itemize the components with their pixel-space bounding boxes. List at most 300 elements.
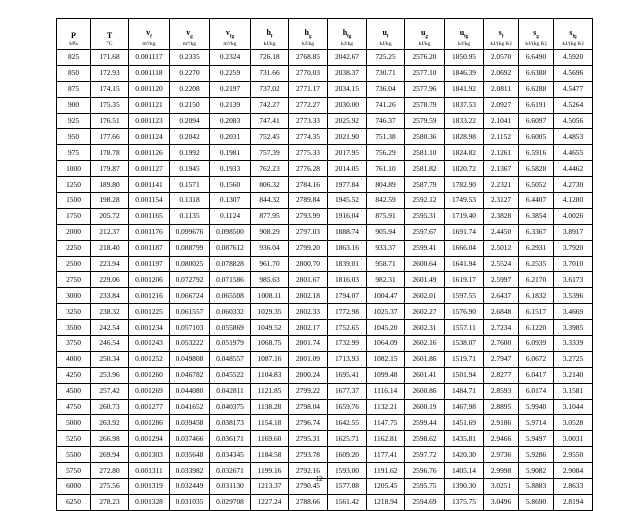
table-cell: 2.0692 bbox=[484, 65, 519, 81]
table-cell: 0.001286 bbox=[129, 415, 170, 431]
table-row bbox=[57, 240, 593, 256]
table-cell: 0.041652 bbox=[170, 399, 210, 415]
table-cell: 0.1571 bbox=[170, 177, 210, 193]
table-cell: 0.098500 bbox=[210, 224, 251, 240]
table-row bbox=[57, 304, 593, 320]
table-cell: 2799.20 bbox=[289, 240, 328, 256]
table-cell: 2.8895 bbox=[484, 399, 519, 415]
table-cell: 2.1367 bbox=[484, 161, 519, 177]
table-cell: 3.0251 bbox=[484, 479, 519, 495]
column-symbol: s bbox=[498, 28, 502, 38]
table-cell: 6.1832 bbox=[519, 288, 554, 304]
column-header bbox=[91, 19, 129, 41]
table-row bbox=[57, 320, 593, 336]
table-cell: 0.034345 bbox=[210, 447, 251, 463]
table-cell: 2771.17 bbox=[289, 81, 328, 97]
table-cell: 0.031035 bbox=[170, 494, 210, 510]
table-cell: 5.9286 bbox=[519, 447, 554, 463]
table-cell: 269.94 bbox=[91, 447, 129, 463]
table-cell: 2581.82 bbox=[405, 161, 445, 177]
table-cell: 2.9466 bbox=[484, 431, 519, 447]
table-cell: 0.001117 bbox=[129, 50, 170, 66]
table-cell: 275.56 bbox=[91, 479, 129, 495]
table-cell: 6000 bbox=[57, 479, 91, 495]
table-cell: 1659.76 bbox=[328, 399, 367, 415]
table-cell: 1576.90 bbox=[445, 304, 484, 320]
table-cell: 1749.53 bbox=[445, 193, 484, 209]
table-cell: 2.3828 bbox=[484, 208, 519, 224]
table-cell: 2000 bbox=[57, 224, 91, 240]
table-cell: 2600.64 bbox=[405, 256, 445, 272]
table-cell: 1713.93 bbox=[328, 351, 367, 367]
table-cell: 2.2321 bbox=[484, 177, 519, 193]
table-cell: 175.35 bbox=[91, 97, 129, 113]
table-cell: 6.1220 bbox=[519, 320, 554, 336]
table-cell: 1082.15 bbox=[367, 351, 405, 367]
table-cell: 6.3854 bbox=[519, 208, 554, 224]
table-row bbox=[57, 336, 593, 352]
table-cell: 3.3339 bbox=[554, 336, 593, 352]
table-cell: 0.001197 bbox=[129, 256, 170, 272]
table-cell: 6.6288 bbox=[519, 81, 554, 97]
table-cell: 1782.90 bbox=[445, 177, 484, 193]
column-symbol: h bbox=[304, 28, 309, 38]
table-cell: 260.73 bbox=[91, 399, 129, 415]
table-cell: 2802.18 bbox=[289, 288, 328, 304]
table-cell: 1945.52 bbox=[328, 193, 367, 209]
table-cell: 950 bbox=[57, 129, 91, 145]
table-cell: 2788.66 bbox=[289, 494, 328, 510]
table-cell: 0.057103 bbox=[170, 320, 210, 336]
table-cell: 0.060332 bbox=[210, 304, 251, 320]
column-unit: kJ/(kg K) bbox=[519, 40, 554, 50]
table-cell: 0.001154 bbox=[129, 193, 170, 209]
table-cell: 2.5997 bbox=[484, 272, 519, 288]
column-symbol: s bbox=[569, 28, 573, 38]
table-cell: 1846.39 bbox=[445, 65, 484, 81]
table-cell: 0.037466 bbox=[170, 431, 210, 447]
table-cell: 0.065508 bbox=[210, 288, 251, 304]
table-cell: 2587.79 bbox=[405, 177, 445, 193]
table-cell: 1850.95 bbox=[445, 50, 484, 66]
table-cell: 6.0939 bbox=[519, 336, 554, 352]
table-cell: 2602.27 bbox=[405, 304, 445, 320]
table-cell: 2772.27 bbox=[289, 97, 328, 113]
column-symbol: h bbox=[266, 28, 271, 38]
table-cell: 751.38 bbox=[367, 129, 405, 145]
table-cell: 2797.03 bbox=[289, 224, 328, 240]
table-cell: 2030.00 bbox=[328, 97, 367, 113]
table-cell: 1008.11 bbox=[251, 288, 289, 304]
table-cell: 1420.30 bbox=[445, 447, 484, 463]
table-cell: 0.1560 bbox=[210, 177, 251, 193]
table-row bbox=[57, 383, 593, 399]
table-cell: 2.8633 bbox=[554, 479, 593, 495]
table-cell: 4.0026 bbox=[554, 208, 593, 224]
table-cell: 6.6191 bbox=[519, 97, 554, 113]
column-symbol: u bbox=[382, 28, 387, 38]
table-cell: 1375.75 bbox=[445, 494, 484, 510]
table-cell: 1839.01 bbox=[328, 256, 367, 272]
table-cell: 1169.60 bbox=[251, 431, 289, 447]
table-cell: 5250 bbox=[57, 431, 91, 447]
table-cell: 2802.33 bbox=[289, 304, 328, 320]
table-cell: 1557.11 bbox=[445, 320, 484, 336]
table-cell: 2793.99 bbox=[289, 208, 328, 224]
table-cell: 4000 bbox=[57, 351, 91, 367]
table-cell: 4500 bbox=[57, 383, 91, 399]
column-unit: kJ/kg bbox=[405, 40, 445, 50]
table-cell: 2600.86 bbox=[405, 383, 445, 399]
table-cell: 5.8690 bbox=[519, 494, 554, 510]
column-header bbox=[484, 19, 519, 41]
table-cell: 762.23 bbox=[251, 161, 289, 177]
table-cell: 6.0672 bbox=[519, 351, 554, 367]
column-symbol: v bbox=[225, 28, 230, 38]
table-cell: 1772.98 bbox=[328, 304, 367, 320]
table-cell: 1619.17 bbox=[445, 272, 484, 288]
table-cell: 1577.08 bbox=[328, 479, 367, 495]
table-cell: 756.29 bbox=[367, 145, 405, 161]
table-cell: 905.94 bbox=[367, 224, 405, 240]
table-cell: 178.78 bbox=[91, 145, 129, 161]
column-header bbox=[289, 19, 328, 41]
table-cell: 804.89 bbox=[367, 177, 405, 193]
table-cell: 257.42 bbox=[91, 383, 129, 399]
table-cell: 5.9497 bbox=[519, 431, 554, 447]
table-cell: 0.032671 bbox=[210, 463, 251, 479]
table-cell: 3.8917 bbox=[554, 224, 593, 240]
table-cell: 4.5696 bbox=[554, 65, 593, 81]
header-unit-row bbox=[57, 40, 593, 50]
table-cell: 0.099676 bbox=[170, 224, 210, 240]
table-cell: 958.71 bbox=[367, 256, 405, 272]
table-cell: 1199.16 bbox=[251, 463, 289, 479]
table-cell: 1121.85 bbox=[251, 383, 289, 399]
table-cell: 2592.12 bbox=[405, 193, 445, 209]
header-symbol-row bbox=[57, 19, 593, 41]
table-cell: 0.2139 bbox=[210, 97, 251, 113]
table-row bbox=[57, 113, 593, 129]
column-unit: kPa bbox=[57, 40, 91, 50]
table-cell: 2.1041 bbox=[484, 113, 519, 129]
column-subscript: f bbox=[270, 35, 273, 40]
table-cell: 2799.22 bbox=[289, 383, 328, 399]
column-subscript: fg bbox=[464, 35, 469, 40]
table-cell: 0.1307 bbox=[210, 193, 251, 209]
table-cell: 961.70 bbox=[251, 256, 289, 272]
table-cell: 0.001176 bbox=[129, 224, 170, 240]
table-cell: 229.06 bbox=[91, 272, 129, 288]
table-cell: 2594.69 bbox=[405, 494, 445, 510]
column-unit: °C bbox=[91, 40, 129, 50]
column-unit: kJ/kg bbox=[251, 40, 289, 50]
table-cell: 0.078828 bbox=[210, 256, 251, 272]
table-cell: 2580.36 bbox=[405, 129, 445, 145]
table-cell: 0.087612 bbox=[210, 240, 251, 256]
table-cell: 0.1318 bbox=[170, 193, 210, 209]
column-symbol: h bbox=[342, 28, 348, 38]
table-cell: 3.2140 bbox=[554, 367, 593, 383]
table-cell: 746.37 bbox=[367, 113, 405, 129]
table-cell: 0.2150 bbox=[170, 97, 210, 113]
column-symbol: u bbox=[421, 28, 426, 38]
table-row bbox=[57, 129, 593, 145]
table-cell: 6.0417 bbox=[519, 367, 554, 383]
table-cell: 5.8883 bbox=[519, 479, 554, 495]
table-cell: 0.048557 bbox=[210, 351, 251, 367]
table-cell: 6.2931 bbox=[519, 240, 554, 256]
table-cell: 2.8194 bbox=[554, 494, 593, 510]
table-cell: 2577.96 bbox=[405, 81, 445, 97]
table-cell: 742.27 bbox=[251, 97, 289, 113]
table-cell: 1863.16 bbox=[328, 240, 367, 256]
table-cell: 4.5264 bbox=[554, 97, 593, 113]
table-cell: 1828.98 bbox=[445, 129, 484, 145]
table-cell: 1641.94 bbox=[445, 256, 484, 272]
table-cell: 3.5396 bbox=[554, 288, 593, 304]
table-cell: 1045.20 bbox=[367, 320, 405, 336]
table-cell: 1049.52 bbox=[251, 320, 289, 336]
table-cell: 2597.67 bbox=[405, 224, 445, 240]
table-cell: 0.2335 bbox=[170, 50, 210, 66]
table-row bbox=[57, 415, 593, 431]
column-symbol: u bbox=[459, 28, 465, 38]
table-cell: 1177.41 bbox=[367, 447, 405, 463]
column-header bbox=[554, 19, 593, 41]
table-cell: 2597.72 bbox=[405, 447, 445, 463]
table-cell: 6.4407 bbox=[519, 193, 554, 209]
table-cell: 2025.92 bbox=[328, 113, 367, 129]
table-cell: 2.9550 bbox=[554, 447, 593, 463]
table-cell: 3.7920 bbox=[554, 240, 593, 256]
table-cell: 0.001260 bbox=[129, 367, 170, 383]
table-cell: 0.053222 bbox=[170, 336, 210, 352]
table-cell: 2021.90 bbox=[328, 129, 367, 145]
table-cell: 2798.04 bbox=[289, 399, 328, 415]
column-unit: kJ/kg bbox=[445, 40, 484, 50]
table-cell: 2038.37 bbox=[328, 65, 367, 81]
table-cell: 0.035648 bbox=[170, 447, 210, 463]
table-cell: 1154.18 bbox=[251, 415, 289, 431]
table-cell: 272.80 bbox=[91, 463, 129, 479]
table-cell: 172.93 bbox=[91, 65, 129, 81]
table-cell: 1205.45 bbox=[367, 479, 405, 495]
table-cell: 6.2535 bbox=[519, 256, 554, 272]
table-cell: 6.3367 bbox=[519, 224, 554, 240]
table-row bbox=[57, 351, 593, 367]
table-row bbox=[57, 447, 593, 463]
column-header bbox=[210, 19, 251, 41]
table-cell: 757.39 bbox=[251, 145, 289, 161]
table-row bbox=[57, 161, 593, 177]
column-unit: m³/kg bbox=[210, 40, 251, 50]
table-cell: 1147.75 bbox=[367, 415, 405, 431]
column-header bbox=[445, 19, 484, 41]
table-cell: 5.9714 bbox=[519, 415, 554, 431]
column-header bbox=[57, 19, 91, 41]
table-cell: 1184.58 bbox=[251, 447, 289, 463]
table-cell: 0.001141 bbox=[129, 177, 170, 193]
table-cell: 205.72 bbox=[91, 208, 129, 224]
table-cell: 844.32 bbox=[251, 193, 289, 209]
table-cell: 242.54 bbox=[91, 320, 129, 336]
column-subscript: fg bbox=[229, 35, 235, 40]
table-cell: 1719.40 bbox=[445, 208, 484, 224]
table-cell: 2768.85 bbox=[289, 50, 328, 66]
table-cell: 2.7947 bbox=[484, 351, 519, 367]
table-cell: 0.1135 bbox=[170, 208, 210, 224]
column-symbol: T bbox=[106, 31, 113, 40]
table-cell: 2770.03 bbox=[289, 65, 328, 81]
table-cell: 1004.47 bbox=[367, 288, 405, 304]
table-cell: 2595.75 bbox=[405, 479, 445, 495]
table-cell: 0.2094 bbox=[170, 113, 210, 129]
saturated-steam-table bbox=[56, 18, 593, 511]
column-unit: kJ/kg bbox=[367, 40, 405, 50]
table-cell: 3000 bbox=[57, 288, 91, 304]
table-cell: 875.91 bbox=[367, 208, 405, 224]
table-cell: 3.0528 bbox=[554, 415, 593, 431]
table-cell: 3.0496 bbox=[484, 494, 519, 510]
table-cell: 4.4655 bbox=[554, 145, 593, 161]
table-cell: 933.37 bbox=[367, 240, 405, 256]
table-cell: 0.2324 bbox=[210, 50, 251, 66]
table-cell: 825 bbox=[57, 50, 91, 66]
table-cell: 1732.99 bbox=[328, 336, 367, 352]
table-cell: 0.2259 bbox=[210, 65, 251, 81]
table-cell: 2.5012 bbox=[484, 240, 519, 256]
table-cell: 0.2042 bbox=[170, 129, 210, 145]
table-cell: 0.046782 bbox=[170, 367, 210, 383]
table-cell: 2034.15 bbox=[328, 81, 367, 97]
table-cell: 2014.05 bbox=[328, 161, 367, 177]
table-cell: 2773.33 bbox=[289, 113, 328, 129]
table-cell: 4.5920 bbox=[554, 50, 593, 66]
column-unit: m³/kg bbox=[129, 40, 170, 50]
table-cell: 806.32 bbox=[251, 177, 289, 193]
table-cell: 731.66 bbox=[251, 65, 289, 81]
table-cell: 1227.24 bbox=[251, 494, 289, 510]
table-cell: 2793.78 bbox=[289, 447, 328, 463]
table-cell: 0.1933 bbox=[210, 161, 251, 177]
table-cell: 2776.28 bbox=[289, 161, 328, 177]
table-cell: 0.001269 bbox=[129, 383, 170, 399]
table-cell: 1405.14 bbox=[445, 463, 484, 479]
column-unit: m³/kg bbox=[170, 40, 210, 50]
table-cell: 1593.00 bbox=[328, 463, 367, 479]
table-cell: 176.51 bbox=[91, 113, 129, 129]
table-cell: 1538.07 bbox=[445, 336, 484, 352]
column-header bbox=[367, 19, 405, 41]
table-cell: 0.2197 bbox=[210, 81, 251, 97]
column-header bbox=[328, 19, 367, 41]
table-cell: 3.2725 bbox=[554, 351, 593, 367]
table-cell: 3500 bbox=[57, 320, 91, 336]
table-cell: 2.5524 bbox=[484, 256, 519, 272]
table-cell: 3.3985 bbox=[554, 320, 593, 336]
table-cell: 0.001121 bbox=[129, 97, 170, 113]
table-cell: 233.84 bbox=[91, 288, 129, 304]
column-symbol: v bbox=[186, 28, 191, 38]
table-cell: 2.9084 bbox=[554, 463, 593, 479]
table-cell: 850 bbox=[57, 65, 91, 81]
table-cell: 2792.16 bbox=[289, 463, 328, 479]
table-cell: 877.95 bbox=[251, 208, 289, 224]
table-cell: 1833.22 bbox=[445, 113, 484, 129]
table-cell: 2601.49 bbox=[405, 272, 445, 288]
table-cell: 1888.74 bbox=[328, 224, 367, 240]
table-row bbox=[57, 494, 593, 510]
table-cell: 1816.03 bbox=[328, 272, 367, 288]
table-cell: 2.9998 bbox=[484, 463, 519, 479]
table-cell: 2250 bbox=[57, 240, 91, 256]
table-cell: 2.6848 bbox=[484, 304, 519, 320]
table-cell: 218.40 bbox=[91, 240, 129, 256]
column-header bbox=[129, 19, 170, 41]
table-cell: 0.051979 bbox=[210, 336, 251, 352]
table-cell: 2801.67 bbox=[289, 272, 328, 288]
table-cell: 1501.94 bbox=[445, 367, 484, 383]
table-cell: 4.1280 bbox=[554, 193, 593, 209]
table-cell: 253.96 bbox=[91, 367, 129, 383]
table-cell: 0.088799 bbox=[170, 240, 210, 256]
table-cell: 6.5052 bbox=[519, 177, 554, 193]
table-cell: 0.040375 bbox=[210, 399, 251, 415]
table-cell: 0.2270 bbox=[170, 65, 210, 81]
table-cell: 0.001234 bbox=[129, 320, 170, 336]
table-cell: 0.1981 bbox=[210, 145, 251, 161]
table-cell: 975 bbox=[57, 145, 91, 161]
table-cell: 0.044080 bbox=[170, 383, 210, 399]
table-cell: 4.5056 bbox=[554, 113, 593, 129]
table-cell: 0.001126 bbox=[129, 145, 170, 161]
table-cell: 2576.20 bbox=[405, 50, 445, 66]
table-cell: 2042.67 bbox=[328, 50, 367, 66]
table-row bbox=[57, 431, 593, 447]
table-cell: 0.001124 bbox=[129, 129, 170, 145]
table-cell: 0.033982 bbox=[170, 463, 210, 479]
table-cell: 741.26 bbox=[367, 97, 405, 113]
table-cell: 1519.71 bbox=[445, 351, 484, 367]
table-cell: 1916.04 bbox=[328, 208, 367, 224]
table-cell: 2577.10 bbox=[405, 65, 445, 81]
table-cell: 0.045522 bbox=[210, 367, 251, 383]
table-cell: 908.29 bbox=[251, 224, 289, 240]
column-unit: kJ/kg bbox=[328, 40, 367, 50]
table-cell: 761.10 bbox=[367, 161, 405, 177]
table-cell: 0.001123 bbox=[129, 113, 170, 129]
table-cell: 1467.98 bbox=[445, 399, 484, 415]
table-cell: 1099.48 bbox=[367, 367, 405, 383]
table-cell: 0.071586 bbox=[210, 272, 251, 288]
table-cell: 0.001243 bbox=[129, 336, 170, 352]
table-cell: 900 bbox=[57, 97, 91, 113]
table-cell: 238.32 bbox=[91, 304, 129, 320]
table-cell: 875 bbox=[57, 81, 91, 97]
column-header bbox=[251, 19, 289, 41]
table-cell: 2796.74 bbox=[289, 415, 328, 431]
table-row bbox=[57, 50, 593, 66]
table-cell: 725.25 bbox=[367, 50, 405, 66]
table-cell: 0.066724 bbox=[170, 288, 210, 304]
column-symbol: v bbox=[146, 28, 151, 38]
table-cell: 2774.35 bbox=[289, 129, 328, 145]
table-cell: 1025.37 bbox=[367, 304, 405, 320]
table-cell: 2599.41 bbox=[405, 240, 445, 256]
table-row bbox=[57, 208, 593, 224]
table-cell: 0.072792 bbox=[170, 272, 210, 288]
